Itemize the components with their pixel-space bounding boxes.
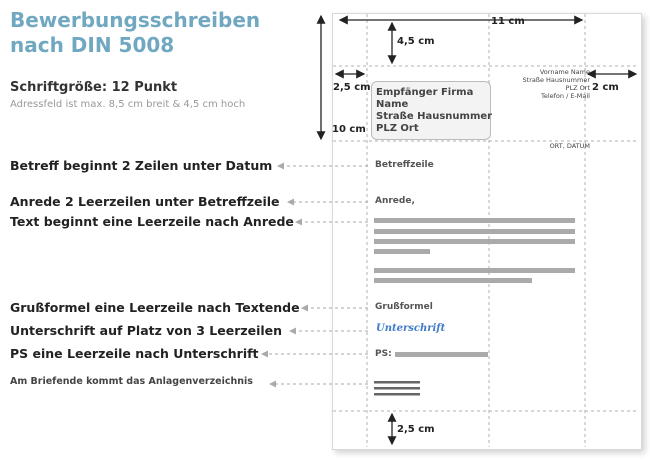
rule-subject: Betreff beginnt 2 Zeilen unter Datum: [10, 158, 273, 173]
salutation: Anrede,: [375, 196, 415, 206]
sender-contact: Telefon / E-Mail: [540, 92, 590, 100]
body-text-bars: [374, 218, 575, 283]
sender-name: Vorname Name: [539, 68, 590, 76]
rule-closing: Grußformel eine Leerzeile nach Textende: [10, 300, 300, 315]
signature: Unterschrift: [376, 323, 446, 334]
attachment-list-bars: [374, 381, 420, 396]
ps-label: PS:: [375, 349, 392, 359]
ps-text-bar: [395, 352, 488, 357]
rule-attachments: Am Briefende kommt das Anlagenverzeichnis: [10, 376, 253, 387]
rule-salutation: Anrede 2 Leerzeilen unter Betreffzeile: [10, 194, 280, 209]
dimension-header-height: 4,5 cm: [397, 36, 435, 47]
dimension-left-margin: 2,5 cm: [333, 82, 371, 93]
sender-street: Straße Hausnummer: [522, 76, 590, 84]
dimension-bottom-margin: 2,5 cm: [397, 424, 435, 435]
address-field-note: Adressfeld ist max. 8,5 cm breit & 4,5 cm hoch: [10, 99, 246, 110]
recipient-company: Empfänger Firma: [376, 87, 474, 98]
sender-city: PLZ Ort: [565, 84, 590, 92]
recipient-city: PLZ Ort: [376, 123, 419, 134]
place-date: ORT, DATUM: [549, 142, 590, 150]
subject-line: Betreffzeile: [375, 160, 434, 170]
rule-text-start: Text beginnt eine Leerzeile nach Anrede: [10, 214, 294, 229]
font-size-label: Schriftgröße: 12 Punkt: [10, 80, 178, 95]
closing-formula: Grußformel: [375, 302, 433, 312]
title-line-2: nach DIN 5008: [10, 33, 175, 57]
dimension-width: 11 cm: [491, 16, 525, 27]
recipient-name: Name: [376, 99, 409, 110]
recipient-street: Straße Hausnummer: [376, 111, 493, 122]
dimension-address-height: 10 cm: [332, 124, 366, 135]
rule-signature: Unterschrift auf Platz von 3 Leerzeilen: [10, 323, 283, 338]
dimension-right-margin: 2 cm: [592, 82, 619, 93]
rule-pointers: [262, 166, 368, 384]
title-line-1: Bewerbungsschreiben: [10, 8, 261, 32]
rule-ps: PS eine Leerzeile nach Unterschrift: [10, 346, 259, 361]
